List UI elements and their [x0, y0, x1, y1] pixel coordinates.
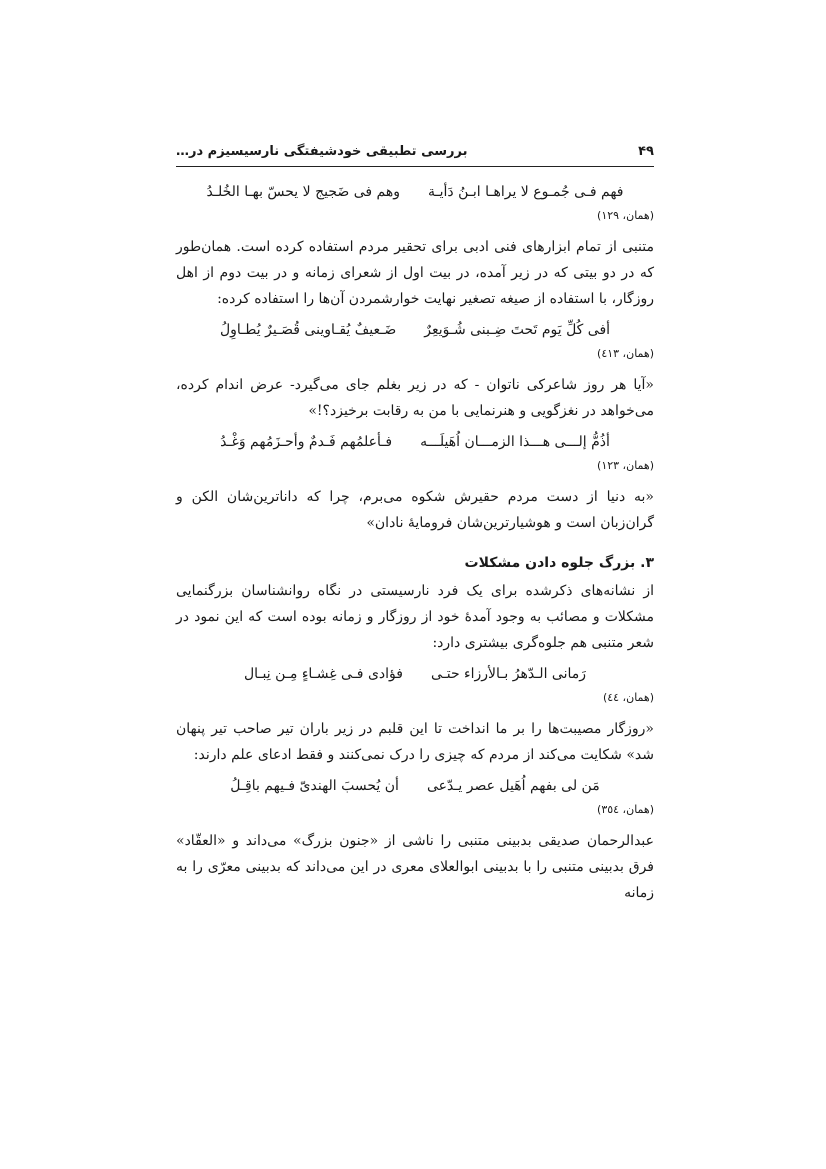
paragraph: متنبی از تمام ابزارهای فنی ادبی برای تحقیر مردم استفاده کرده است. همان‌طور که در دو بیتی که در زیر آمده، در بیت اول از شعرای زمانه و در بیت دوم از اهل روزگار، با استفاده از صیغه تصغیر نهایت خوارشمردن آن‌ها را استفاده کرده: — [176, 239, 654, 307]
verse — [176, 662, 654, 686]
page-number: ۴۹ — [638, 144, 654, 159]
article-body — [176, 180, 654, 912]
paragraph: «روزگار مصیبت‌ها را بر ما انداخت تا این قلبم در زیر باران تیر صاحب تیر پنهان شد» شکایت می‌کند از مردم که چیزی را درک نمی‌کنند و فقط ادعای علم دارند: — [176, 721, 654, 763]
section-heading: ۳. بزرگ جلوه دادن مشکلات — [464, 555, 654, 571]
verse-hemistich-first: أفی کُلِّ یَوم تَحتَ ضِـبنی شُـوَیعِرٌ — [424, 322, 611, 338]
verse-hemistich-second: أن یُحسبَ الهندیّ فـیهم باقِـلُ — [230, 778, 399, 794]
verse-citation: (همان، ٣٥٤) — [597, 803, 654, 816]
verse-hemistich-first: رَمانی الـدّهرُ بـالأرزاء حتـی — [430, 666, 586, 682]
verse-citation: (همان، ٤٤) — [602, 691, 654, 704]
verse-hemistich-second: فؤادی فـی غِشـاءٍ مِـن نِبـال — [244, 666, 403, 682]
verse-citation: (همان، ۱۲۳) — [597, 459, 654, 472]
verse-hemistich-first: مَن لی بفهم اُهَیل عصر یـدّعی — [426, 778, 600, 794]
verse-hemistich-first: أذُمُّ إلـــی هـــذا الزمـــان اُهَیلَـــه — [420, 434, 610, 450]
verse-citation: (همان، ٤١٣) — [597, 347, 654, 360]
verse-hemistich-second: فـأعلمُهم فَـدمٌ وأحـزَمُهم وَغْـدُ — [220, 434, 393, 450]
paragraph: «آیا هر روز شاعرکی ناتوان - که در زیر بغلم جای می‌گیرد- عرض اندام کرده، می‌خواهد در نغزگویی و هنرنمایی با من به رقابت برخیزد؟!» — [176, 377, 654, 419]
verse-citation: (همان، ۱۲۹) — [597, 209, 654, 222]
running-title: بررسی تطبیقی خودشیفتگی نارسیسیزم در… — [176, 144, 468, 159]
paragraph: از نشانه‌های ذکرشده برای یک فرد نارسیستی در نگاه روانشناسان بزرگنمایی مشکلات و مصائب به وجود آمدهٔ خود از روزگار و زمانه بوده است که این نمود در شعر متنبی هم جلوه‌گری بیشتری دارد: — [176, 583, 654, 651]
verse — [176, 774, 654, 798]
verse-hemistich-second: وهم فی ضَجیج لا یحسّ بهـا الخُلـدُ — [206, 184, 400, 200]
page-header — [176, 142, 654, 167]
verse-hemistich-second: ضَـعیفٌ یُقـاوینی قُصَـیرٌ یُطـاوِلُ — [219, 322, 397, 338]
verse-hemistich-first: فهم فـی جُمـوع لا یراهـا ابـنُ دَأیـة — [428, 184, 624, 200]
paragraph: عبدالرحمان صدیقی بدبینی متنبی را ناشی از «جنون بزرگ» می‌داند و «العقّاد» فرق بدبینی متنبی را با بدبینی ابوالعلای معری در این می‌داند که بدبینی معرّی را به زمانه — [176, 833, 654, 901]
verse — [176, 430, 654, 454]
verse — [176, 180, 654, 204]
paragraph: «به دنیا از دست مردم حقیرش شکوه می‌برم، چرا که داناترین‌شان الکن و گران‌زبان است و هوشیارترین‌شان فرومایهٔ نادان» — [176, 489, 654, 531]
verse — [176, 318, 654, 342]
